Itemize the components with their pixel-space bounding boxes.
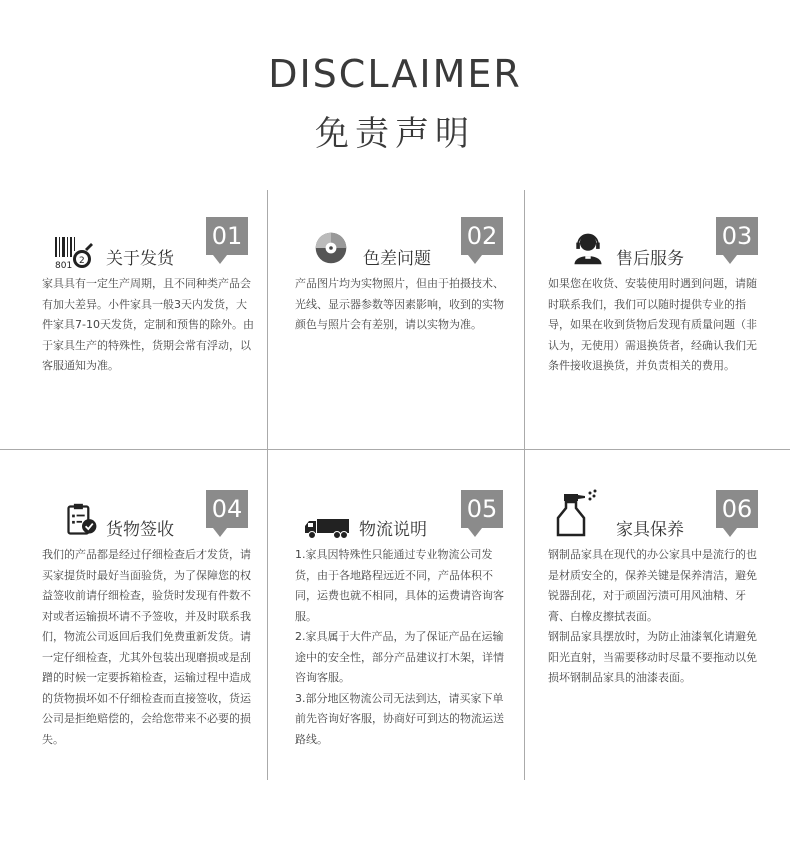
cell-body [295, 545, 507, 750]
truck-icon [303, 510, 351, 546]
clipboard-check-icon [62, 502, 102, 538]
cell-body [295, 274, 507, 336]
grid-divider-v1 [267, 190, 268, 780]
svg-text:2: 2 [79, 256, 85, 266]
headset-agent-icon [568, 230, 608, 266]
cell-body [548, 545, 760, 689]
page-title-en: DISCLAIMER [268, 52, 522, 96]
cell-body [42, 274, 254, 377]
cell-paragraph: 1.家具因特殊性只能通过专业物流公司发货，由于各地路程远近不同，产品体积不同，运费也就不相同，具体的运费请咨询客服。 [295, 548, 504, 623]
grid-divider-v2 [524, 190, 525, 780]
cell-paragraph: 3.部分地区物流公司无法到达，请买家下单前先咨询好客服，协商好可到达的物流运送路线。 [295, 691, 504, 746]
number-badge: 05 [461, 490, 503, 528]
cell-title: 家具保养 [616, 520, 684, 540]
number-badge: 03 [716, 217, 758, 255]
svg-text:801: 801 [55, 261, 73, 271]
number-badge: 01 [206, 217, 248, 255]
cell-title: 色差问题 [363, 249, 431, 269]
barcode-icon [54, 235, 94, 271]
number-badge: 06 [716, 490, 758, 528]
number-badge: 04 [206, 490, 248, 528]
cell-paragraph: 2.家具属于大件产品，为了保证产品在运输途中的安全性，部分产品建议打木架，详情咨询客服。 [295, 630, 504, 684]
cell-paragraph: 产品图片均为实物照片，但由于拍摄技术、光线、显示器参数等因素影响，收到的实物颜色与照片会有差别，请以实物为准。 [295, 277, 504, 331]
cell-paragraph: 如果您在收货、安装使用时遇到问题，请随时联系我们，我们可以随时提供专业的指导，如果在收到货物后发现有质量问题（非认为，无使用）需退换货者，经确认我们无条件接收退换货，并负责相关的费用。 [548, 277, 757, 372]
number-badge: 02 [461, 217, 503, 255]
cell-body [42, 545, 254, 750]
disc-icon [311, 230, 351, 266]
cell-title: 货物签收 [106, 520, 174, 540]
spray-bottle-icon [554, 488, 600, 538]
page-title-cn: 免责声明 [315, 114, 475, 154]
cell-body [548, 274, 760, 377]
cell-title: 售后服务 [616, 249, 684, 269]
cell-paragraph: 我们的产品都是经过仔细检查后才发货，请买家提货时最好当面验货，为了保障您的权益签收前请仔细检查，验货时发现有件数不对或者运输损坏请不予签收，并及时联系我们，物流公司返回后我们免费重新发货。请一定仔细检查，尤其外包装出现磨损或是刮蹭的时候一定要拆箱检查，运输过程中造成的货物损坏如不仔细检查而直接签收，货运公司是拒绝赔偿的，会给您带来不必要的损失。 [42, 548, 251, 746]
cell-paragraph: 钢制品家具摆放时，为防止油漆氧化请避免阳光直射，当需要移动时尽量不要拖动以免损坏钢制品家具的油漆表面。 [548, 630, 757, 684]
grid-divider-h [0, 449, 790, 450]
cell-paragraph: 家具具有一定生产周期，且不同种类产品会有加大差异。小件家具一般3天内发货，大件家具7-10天发货，定制和预售的除外。由于家具生产的特殊性，货期会常有浮动，以客服通知为准。 [42, 277, 254, 372]
cell-paragraph: 钢制品家具在现代的办公家具中是流行的也是材质安全的，保养关键是保养清洁，避免锐器刮花，对于顽固污渍可用风油精、牙膏、白橡皮擦拭表面。 [548, 548, 757, 623]
cell-title: 物流说明 [359, 520, 427, 540]
cell-title: 关于发货 [106, 249, 174, 269]
